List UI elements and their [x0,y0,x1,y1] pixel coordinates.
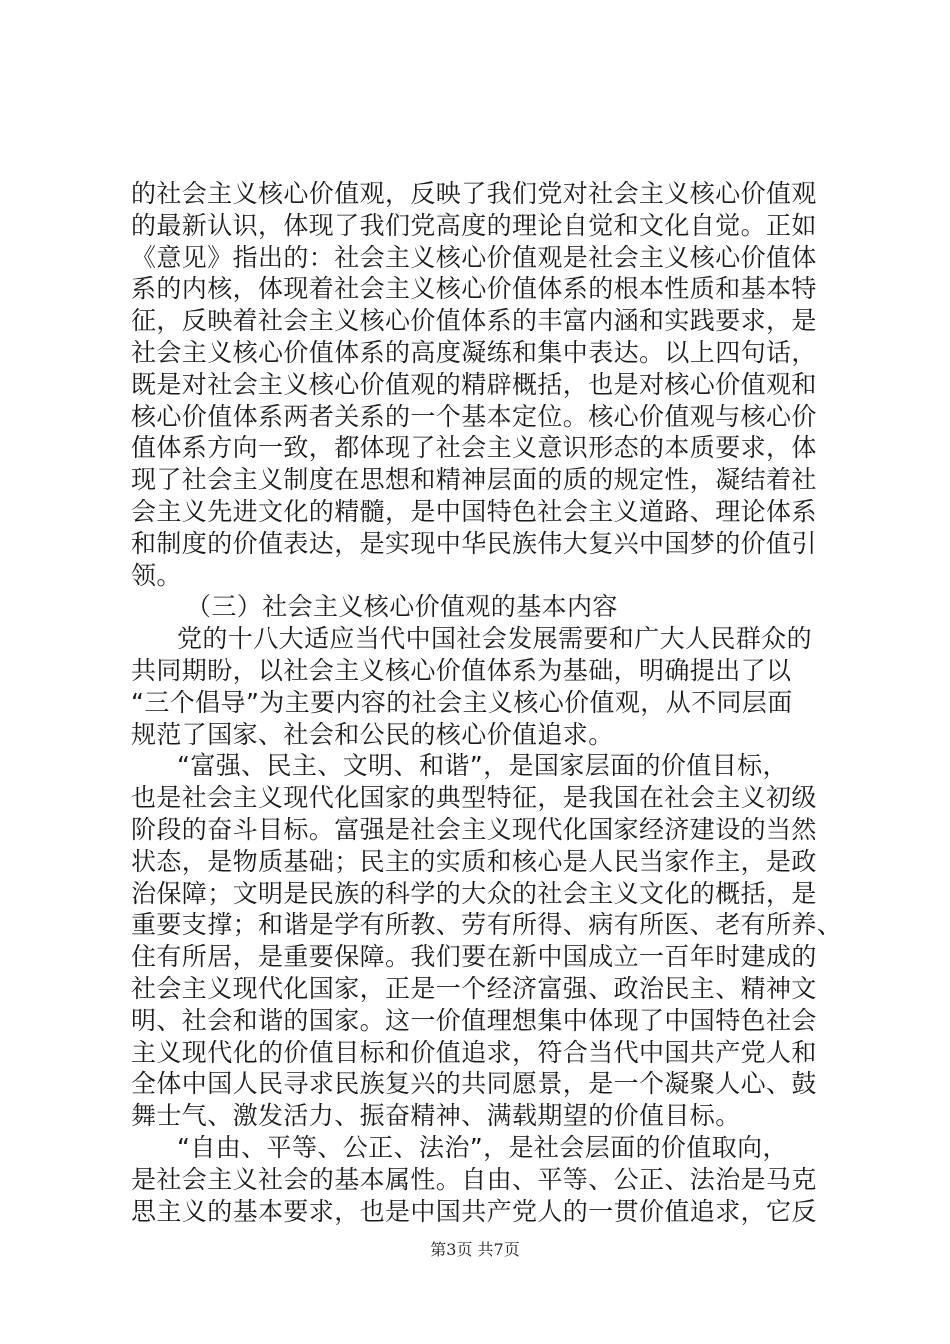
text-line: 既是对社会主义核心价值观的精辟概括，也是对核心价值观和 [131,369,817,399]
text-line: 和制度的价值表达，是实现中华民族伟大复兴中国梦的价值引 [131,528,817,558]
text-line: 系的内核，体现着社会主义核心价值体系的根本性质和基本特 [131,274,817,304]
text-line: 社会主义现代化国家，正是一个经济富强、政治民主、精神文 [131,973,817,1003]
text-line: 社会主义核心价值体系的高度凝练和集中表达。以上四句话， [131,337,817,367]
text-line: 是社会主义社会的基本属性。自由、平等、公正、法治是马克 [131,1164,817,1194]
text-line: “自由、平等、公正、法治”，是社会层面的价值取向， [177,1132,788,1162]
text-line: 全体中国人民寻求民族复兴的共同愿景，是一个凝聚人心、鼓 [131,1069,817,1099]
body-text [131,178,843,1227]
text-line: 值体系方向一致，都体现了社会主义意识形态的本质要求，体 [131,433,817,463]
section-heading: （三）社会主义核心价值观的基本内容 [186,592,618,622]
text-line: 明、社会和谐的国家。这一价值理想集中体现了中国特色社会 [131,1005,817,1035]
text-line: 阶段的奋斗目标。富强是社会主义现代化国家经济建设的当然 [131,814,817,844]
text-line: 党的十八大适应当代中国社会发展需要和广大人民群众的 [177,624,813,654]
text-line: 也是社会主义现代化国家的典型特征，是我国在社会主义初级 [131,783,817,813]
text-line: 会主义先进文化的精髓，是中国特色社会主义道路、理论体系 [131,496,817,526]
text-line: 住有所居，是重要保障。我们要在新中国成立一百年时建成的 [131,942,817,972]
text-line: 征，反映着社会主义核心价值体系的丰富内涵和实践要求，是 [131,306,817,336]
text-line: 主义现代化的价值目标和价值追求，符合当代中国共产党人和 [131,1037,817,1067]
text-line: 重要支撑；和谐是学有所教、劳有所得、病有所医、老有所养、 [131,910,843,940]
text-line: 领。 [131,560,182,590]
text-line: 现了社会主义制度在思想和精神层面的质的规定性，凝结着社 [131,465,817,495]
page-footer: 第3页 共7页 [430,1240,520,1259]
text-line: 的社会主义核心价值观，反映了我们党对社会主义核心价值观 [131,179,817,208]
text-line: 状态，是物质基础；民主的实质和核心是人民当家作主，是政 [131,846,817,876]
text-line: 舞士气、激发活力、振奋精神、满载期望的价值目标。 [131,1101,741,1131]
text-line: 核心价值体系两者关系的一个基本定位。核心价值观与核心价 [131,401,817,431]
text-line: “三个倡导”为主要内容的社会主义核心价值观，从不同层面 [131,687,793,717]
text-line: 《意见》指出的：社会主义核心价值观是社会主义核心价值体 [131,242,817,272]
text-line: 规范了国家、社会和公民的核心价值追求。 [131,719,614,749]
text-line: 思主义的基本要求，也是中国共产党人的一贯价值追求，它反 [131,1196,817,1226]
text-line: 的最新认识，体现了我们党高度的理论自觉和文化自觉。正如 [131,210,817,240]
text-line: “富强、民主、文明、和谐”，是国家层面的价值目标， [177,751,788,781]
text-line: 共同期盼，以社会主义核心价值体系为基础，明确提出了以 [131,655,792,685]
text-line: 治保障；文明是民族的科学的大众的社会主义文化的概括，是 [131,878,817,908]
